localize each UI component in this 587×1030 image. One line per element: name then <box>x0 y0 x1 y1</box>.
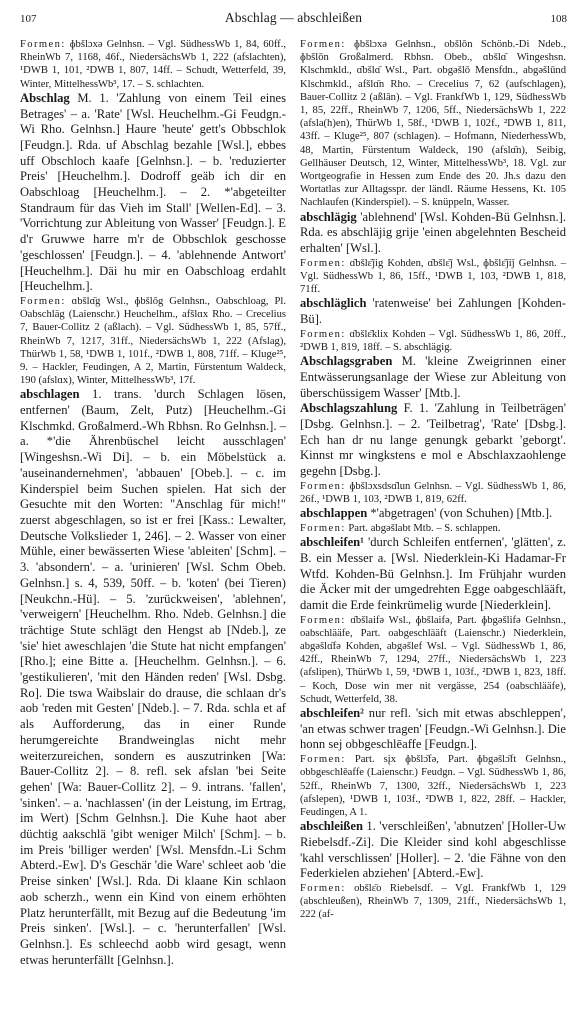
entry-text: 1. 'verschleißen', 'abnutzen' [Holler-Uw Riebelsdf.-Zi]. Die Kleider sind kohl abgeschlisse 'kahl verschlissen' [Holler]. – 2. 'die Fähne von den Federkielen abziehen' [Abterd.-Ew]. <box>300 819 566 881</box>
dictionary-entry <box>300 210 566 257</box>
entry-text: *'abgetragen' (von Schuhen) [Mtb.]. <box>370 506 553 521</box>
entry-headword: Abschlag <box>20 90 70 105</box>
forms-label: Formen: <box>300 522 346 534</box>
forms-label: Formen: <box>300 257 346 269</box>
forms-label: Formen: <box>300 614 346 626</box>
forms-label: Formen: <box>20 39 66 50</box>
entry-text: 'ratenweise' bei Zahlungen [Kohden-Bü]. <box>300 296 566 327</box>
entry-headword: abschleifen² <box>300 706 364 721</box>
forms-label: Formen: <box>300 328 346 340</box>
entry-headword: Abschlagsgraben <box>300 354 393 369</box>
entry-headword: abschlappen <box>300 506 368 521</box>
forms-paragraph <box>300 614 566 706</box>
entry-text: nur refl. 'sich mit etwas abschleppen', 'an etwas schwer tragen' [Feudgn.-Wi Gelnhsn.]. Die honn sej obbgeschlēaffe [Feudgn.]. <box>300 706 566 752</box>
entry-headword: abschlagen <box>20 387 80 402</box>
dictionary-entry <box>20 387 286 968</box>
forms-label: Formen: <box>300 882 346 894</box>
right-column <box>300 38 566 968</box>
left-column <box>20 38 286 968</box>
running-header <box>20 10 567 36</box>
entry-headword: abschleifen¹ <box>300 535 364 550</box>
dictionary-entry <box>300 401 566 480</box>
forms-text: ɸbšlɔxə Gelnhsn. – Vgl. SüdhessWb 1, 84, 60ff., RheinWb 7, 1168, 46f., NiedersächsWb 1, 222 (afslachten), ¹DWB 1, 101, ²DWB 1, 807, 14ff. – Schudt, Wetterfeld, 39, Winter, MittelhessWb³, 17. – S. schlachten. <box>20 39 286 90</box>
forms-paragraph <box>300 522 566 535</box>
forms-text: ɑ̄bšlɛ̄ǰig Kohden, ɑ̄bšlɛ̄ǰ Wsl., ɸbšlɛ̄ǰiǰ Gelnhsn. – Vgl. SüdhessWb 1, 86, 15ff., ¹DWB 1, 103, ²DWB 1, 818, 71ff. <box>300 257 566 296</box>
forms-paragraph <box>20 295 286 387</box>
dictionary-entry <box>300 819 566 882</box>
forms-paragraph <box>300 753 566 819</box>
forms-paragraph <box>300 257 566 297</box>
running-title: Abschlag — abschleißen <box>224 10 363 25</box>
forms-label: Formen: <box>300 39 346 50</box>
dictionary-entry <box>300 354 566 401</box>
forms-text: obšlɛ̄o Riebelsdf. – Vgl. FrankfWb 1, 129 (abschleußen), RheinWb 7, 1309, 21ff., NiedersächsWb 1, 222 (af- <box>300 882 566 921</box>
forms-label: Formen: <box>300 480 346 492</box>
forms-text: ɑ̄bšlaifə Wsl., ɸbšlaifə, Part. ɸbgəšlifə Gelnhsn., oabschlääfe, Part. oabgeschlääft (Laienschr.) Niederklein, abgəšlɑ̄fə Kohden, abgəšlef Wsl. – Vgl. SüdhessWb 1, 86, 42ff., RheinWb 7, 1294, 27ff., NiedersächsWb 1, 223 (afslipen), ThürWb 1, 59, ¹DWB 1, 103f., ²DWB 1, 823, 18ff. – Koch, Dose win mer nit vergässe, 254 (oabschlääfe), Schudt, Wetterfeld, 38. <box>300 614 566 705</box>
entry-text: 'ablehnend' [Wsl. Kohden-Bü Gelnhsn.]. Rda. es abschläjig grije 'einen abgelehnten Bescheid erhalten' [Wsl.]. <box>300 209 566 256</box>
page-number-left: 107 <box>20 13 37 25</box>
forms-paragraph <box>300 328 566 354</box>
forms-text: ɸbšlɔxsdsɑ̄lun Gelnhsn. – Vgl. SüdhessWb 1, 86, 26f., ¹DWB 1, 103, ²DWB 1, 819, 62ff. <box>300 480 566 505</box>
entry-text: F. 1. 'Zahlung in Teilbeträgen' [Dsbg. Gelnhsn.]. – 2. 'Teilbetrag', 'Rate' [Dsbg.]. Ech han dr nu lange genungk gebarkt 'geborgt'. Kinnst mr wingkstens e mol e Abschlaxzaohlenge gegehn [Dsbg.]. <box>300 401 566 479</box>
forms-text: ɑ̄bšlɛ̄klix Kohden – Vgl. SüdhessWb 1, 86, 20ff., ²DWB 1, 819, 18ff. – S. abschlägig. <box>300 328 566 353</box>
forms-paragraph <box>20 38 286 91</box>
forms-paragraph <box>300 38 566 210</box>
dictionary-entry <box>300 535 566 614</box>
forms-text: Part. sįx ɸbšlɔ̄fə, Part. ɸbgəšlɔ̄ft Gelnhsn., obbgeschlēaffe (Laienschr.) Feudgn. – Vgl. SüdhessWb 1, 86, 52ff., RheinWb 7, 1300, 32ff., NiedersächsWb 1, 223 (afslepen), ¹DWB 1, 103f., ²DWB 1, 822, 28ff. – Hackler, Feudingen, A 1. <box>300 754 566 818</box>
forms-paragraph <box>300 882 566 922</box>
forms-paragraph <box>300 480 566 506</box>
entry-headword: abschlägig <box>300 209 357 224</box>
forms-text: Part. abgəšlabt Mtb. – S. schlappen. <box>348 522 501 534</box>
entry-headword: abschläglich <box>300 296 367 311</box>
dictionary-entry <box>300 506 566 522</box>
forms-text: ɸbšlɔxə Gelnhsn., obšlōn Schönb.-Di Ndeb., ɸbšlōn Großalmerd. Rbhsn. Obeb., ɑbšlɑ̄ Wingeshsn. Klschmkld., ɑ̄bšlɑ̄ Wsl., Part. obgəšlō Mensfdn., abgəšlūnd Klschmkld., afšlɑ̄n Rho. – Crecelius 7, 62 (aufschlagen), Bauer-Collitz 2 (aßlān). – Vgl. FrankfWb 1, 129, SüdhessWb 1, 85, 22ff., RheinWb 7, 1206, 5ff., NiedersächsWb 1, 222 (afsla(h)en), ThürWb 1, 58f., ¹DWB 1, 102f., ²DWB 1, 811, 43ff. – Kluge²⁵, 807 (schlagen). – Hofmann, NiederhessWb, 48, Martin, Fürstentum Waldeck, 190 (afslɑ̄n), Seibig, Gellhäuser Deutsch, 12, Winter, MittelhessWb³, 18. Vgl. zur Wortgeografie in Hessen zum Ende des 20. Jh.s dazu den Wortatlas zur Alltagsspr. der ländl. Räume Hessens, Kt. 105 Nachlaufen (Kinderspiel). – S. knüppeln, Wasser. <box>300 39 566 209</box>
dictionary-entry <box>20 91 286 295</box>
forms-text: ɑbšlɑ̄g Wsl., ɸbšlōg Gelnhsn., Oabschloag, Pl. Oabschläg (Laienschr.) Heuchelhm., afšlɑx Rho. – Crecelius 7, Bauer-Collitz 2 (aßlach). – Vgl. SüdhessWb 1, 85, 57ff., RheinWb 7, 1217, 31ff., NiedersächsWb 1, 222 (Afslag), ThürWb 1, 58, ¹DWB 1, 101f., ²DWB 1, 808, 71ff. – Kluge²⁵, 9. – Hackler, Feudingen, A 2, Martin, Fürstentum Waldeck, 190 (afslɑx), Winter, MittelhessWb³, 17f. <box>20 295 286 387</box>
page-number-right: 108 <box>550 13 567 25</box>
columns <box>20 38 567 968</box>
dictionary-entry <box>300 296 566 327</box>
entry-text: 1. trans. 'durch Schlagen lösen, entfernen' (Baum, Zelt, Putz) [Heuchelhm.-Gi Klschmkd. Großalmerd.-Wh Rbhsn. Ro Gelnhsn.]. – a. *'die Ährenbüschel leicht ausschlagen' [Wingeshsn.-Wi Di]. – b. ein Möbelstück a. 'auseinandernehmen', 'abbauen' [Obeb.]. – c. im Kinderspiel beim Suchen spielen. Hat sich der Gesuchte mit den Worten: "Anschlag für mich!" zuerst abgeschlagen, so ist er frei [Kass.: Lewalter, Deutsche Volkslieder 1, 246]. – 2. Wasser von einer Mühle, einer bewässerten Wiese 'ableiten' [Schm]. – 3. 'absondern'. – a. 'urinieren' [Wsl. Schm Obeb. Gelnhsn.] s. 4, 539, 50ff. – b. 'koten' (bei Tieren) [Neukchn.-Hü]. – 5. 'zurückweisen', 'ablehnen', 'verweigern' [Heuchelhm. Rho. Ndeb. Gelnhsn.] die trächtige Stute schlägt den Hengst ab [Ndeb.], ze 'sie' hiet aweschlajen 'die Stute hat nicht empfangen' [Rho.]; eine Bitte a. [Heuchelhm. Gelnhsn.]. – 6. 'gestikulieren', 'mit den Händen reden' [Wsl. Dsbg. Ro]. Die tswa Waibslair do drause, die schlaan dr's aob 'reden mit Gesten' [Ndeb.]. – 7. Rda. schla et af als Aufforderung, das in einer Runde herumgereichte Brandweinglas nicht mehr weiterzureichen, sondern es auszutrinken [Wa: Bauer-Collitz 2]. – 8. refl. sek afslan 'bei Seite gehen' [Wa: Bauer-Collitz 2]. – 9. intrans. 'fallen', 'sinken'. – a. 'nachlassen' (in der Leistung, im Ertrag, im Wert) [Schm Gelnhsn.]. Die Kuhe haot aber düchtig aakschlä 'gibt weniger Milch' [Schm]. – b. im Preis 'billiger werden' [Wsl. Mensfdn.-Li Schm Abterd.-Ew]. D's Geschär 'die Ware' schleet aob 'die Preise sinken' [Wsl.]. Rda. Di klaane Kin schlaon aob scherzh., wenn ein Kind von einem erhöhten Platz herunterfällt, mit Bezug auf die Bedeutung 'im Preis sinken'. [Wsl.]. – c. 'herunterfallen' [Wsl. Gelnhsn.]. Es schleechd aobb wird gesagt, wenn etwas herunterfällt [Gelnhsn.]. <box>20 387 286 967</box>
entry-text: M. 'kleine Zweigrinnen einer Entwässerungsanlage der Wiese zur Ableitung von überschüssigem Wasser' [Mtb.]. <box>300 354 566 400</box>
dictionary-entry <box>300 706 566 753</box>
entry-text: M. 1. 'Zahlung von einem Teil eines Betrages' – a. 'Rate' [Wsl. Heuchelhm.-Gi Feudgn.-Wi Rho. Gelnhsn.] Haure 'heute' gett's Obbschlok [Feudgn.]. Rda. uf Abschlag bezahle [Wsl.], ebbes uff Obschloch kaafe [Gelnhsn.]. – b. 'reduzierter Preis' [Heuchelhm.]. Dodroff geäb ich dir en Oabschloag [Heuchelhm.]. – 2. *'abgeteilter Standraum für das Vieh im Stall' [Wellen-Ed]. – 3. 'Vorrichtung zur Ableitung von Wasser' [Feudgn.]. E d'r Gruwwe harre m'r de Obbschlok geschosse 'geschlossen' [Feudgn.]. – 4. 'ablehnende Antwort' [Heuchelhm.]. Däi hu mir en Oabschloag erdahlt [Heuchelhm.]. <box>20 90 286 294</box>
entry-headword: abschleißen <box>300 819 363 834</box>
forms-label: Formen: <box>20 295 66 307</box>
forms-label: Formen: <box>300 754 346 766</box>
entry-text: 'durch Schleifen entfernen', 'glätten', z. B. ein Messer a. [Wsl. Niederklein-Ki Hadamar-Fr Wtfd. Kohden-Bü Gelnhsn.]. Im Frühjahr wurden die Äcker mit der umgedrehten Egge oabgeschlääft, damit die Erde feinkrümelig wurde [Niederklein]. <box>300 535 566 612</box>
entry-headword: Abschlagszahlung <box>300 401 398 416</box>
